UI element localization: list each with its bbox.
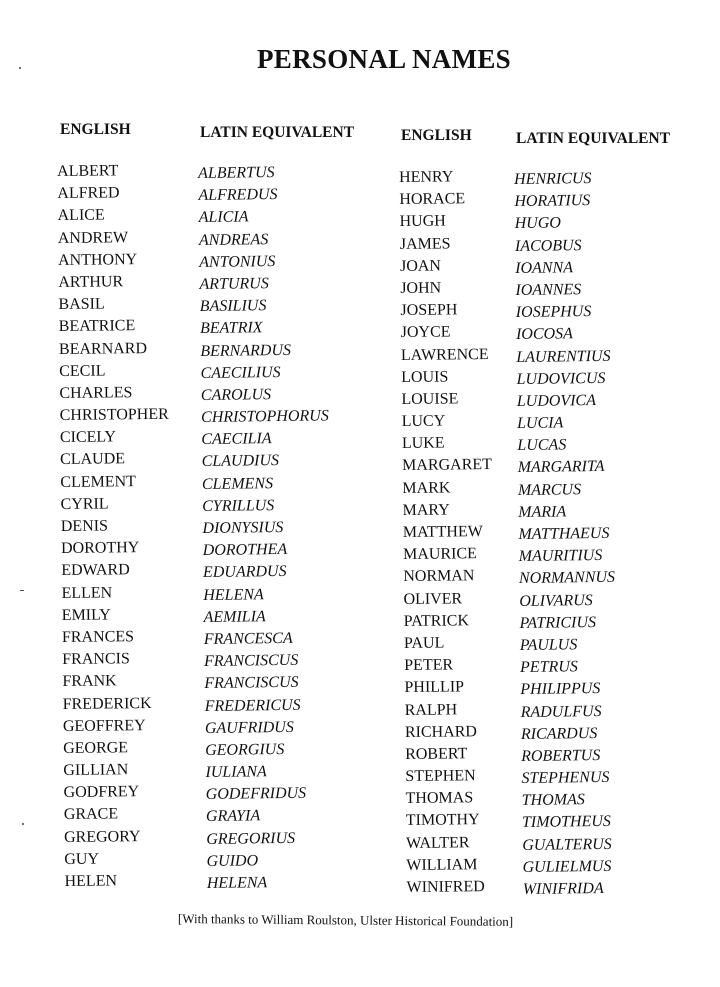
- latin-name: MARGARITA: [517, 458, 605, 477]
- scan-speck: [19, 67, 21, 69]
- english-name: CLEMENT: [60, 472, 136, 491]
- english-name: ANDREW: [57, 228, 129, 247]
- footer-credit: [With thanks to William Roulston, Ulster Historical Foundation]: [177, 911, 514, 929]
- latin-name: OLIVARUS: [519, 591, 593, 610]
- right-latin-list: [514, 168, 619, 901]
- english-name: WILLIAM: [406, 856, 478, 874]
- english-name: ROBERT: [405, 745, 468, 763]
- english-name: JOAN: [399, 257, 442, 275]
- latin-name: LUDOVICA: [516, 391, 597, 410]
- latin-name: LUCAS: [517, 436, 567, 455]
- english-name: ELLEN: [61, 584, 113, 602]
- latin-name: CLAUDIUS: [201, 452, 280, 471]
- latin-name: MARIA: [518, 503, 567, 521]
- english-name: FREDERICK: [62, 694, 152, 713]
- latin-name: ALICIA: [198, 208, 249, 227]
- english-name: BEATRICE: [58, 317, 136, 336]
- latin-name: HELENA: [203, 585, 264, 604]
- english-name: GRACE: [63, 805, 119, 824]
- english-name: GODFREY: [63, 783, 140, 802]
- latin-name: BERNARDUS: [200, 341, 292, 360]
- english-name: EDWARD: [61, 561, 130, 580]
- english-name: ALICE: [57, 206, 105, 225]
- right-latin-header: LATIN EQUIVALENT: [516, 130, 671, 147]
- latin-name: GRAYIA: [205, 807, 261, 826]
- english-name: MATTHEW: [402, 523, 483, 541]
- latin-name: IULIANA: [205, 763, 267, 782]
- english-name: HELEN: [64, 872, 118, 890]
- english-name: GILLIAN: [63, 761, 129, 780]
- english-name: DOROTHY: [60, 539, 140, 558]
- english-name: FRANCES: [61, 628, 135, 646]
- left-latin-header: LATIN EQUIVALENT: [200, 124, 355, 141]
- english-name: THOMAS: [405, 789, 474, 808]
- scan-speck: [20, 590, 24, 591]
- latin-name: IOANNES: [515, 281, 582, 299]
- english-name: GEORGE: [63, 739, 129, 757]
- english-name: NORMAN: [403, 567, 475, 586]
- english-name: DENIS: [60, 517, 109, 535]
- latin-name: CAROLUS: [200, 386, 272, 404]
- english-name: BASIL: [58, 295, 105, 314]
- latin-name: CLEMENS: [201, 474, 274, 493]
- right-english-list: [399, 166, 496, 899]
- latin-name: HELENA: [206, 874, 268, 892]
- english-name: LOUISE: [401, 390, 459, 408]
- english-name: GREGORY: [63, 827, 141, 846]
- latin-name: NORMANNUS: [518, 569, 616, 588]
- latin-name: GUIDO: [206, 852, 259, 870]
- latin-name: IACOBUS: [514, 236, 582, 255]
- english-name: MARK: [402, 479, 451, 497]
- latin-name: IOCOSA: [515, 325, 574, 344]
- english-name: BEARNARD: [58, 339, 148, 358]
- latin-name: FREDERICUS: [204, 696, 301, 715]
- left-latin-list: [198, 161, 335, 895]
- english-name: CHRISTOPHER: [59, 405, 169, 425]
- scan-speck: [22, 823, 24, 825]
- right-english-header: ENGLISH: [401, 127, 472, 144]
- latin-name: CHRISTOPHORUS: [201, 407, 329, 427]
- english-name: WALTER: [405, 833, 470, 852]
- latin-name: LAURENTIUS: [516, 347, 611, 366]
- english-name: OLIVER: [403, 589, 463, 608]
- latin-name: MARCUS: [517, 480, 582, 499]
- latin-name: ROBERTUS: [521, 746, 601, 765]
- latin-name: HUGO: [514, 214, 561, 233]
- english-name: FRANCIS: [62, 650, 130, 669]
- english-name: LUKE: [401, 434, 445, 453]
- english-name: HORACE: [399, 190, 466, 209]
- latin-name: PHILIPPUS: [520, 680, 601, 699]
- english-name: MARY: [402, 501, 450, 519]
- latin-name: FRANCESCA: [203, 629, 293, 648]
- english-name: TIMOTHY: [405, 811, 480, 830]
- latin-name: HENRICUS: [514, 170, 592, 188]
- english-name: JAMES: [399, 235, 451, 253]
- latin-name: EDUARDUS: [202, 563, 287, 582]
- english-name: HENRY: [399, 168, 454, 186]
- latin-name: CAECILIUS: [200, 363, 281, 382]
- latin-name: IOANNA: [515, 259, 574, 277]
- latin-name: AEMILIA: [203, 607, 266, 626]
- latin-name: GUALTERUS: [522, 835, 612, 854]
- latin-name: LUCIA: [517, 414, 564, 433]
- latin-name: GEORGIUS: [205, 740, 285, 759]
- english-name: CLAUDE: [60, 450, 126, 469]
- english-name: WINIFRED: [406, 878, 485, 896]
- latin-name: PAULUS: [519, 636, 578, 654]
- latin-name: GULIELMUS: [522, 857, 612, 876]
- english-name: CECIL: [59, 362, 106, 380]
- latin-name: GREGORIUS: [206, 829, 296, 848]
- latin-name: TIMOTHEUS: [521, 813, 611, 832]
- latin-name: CYRILLUS: [202, 496, 275, 515]
- left-english-header: ENGLISH: [60, 121, 131, 138]
- latin-name: ARTURUS: [199, 275, 269, 293]
- english-name: JOYCE: [400, 323, 451, 342]
- latin-name: MATTHAEUS: [518, 524, 610, 543]
- latin-name: ALFREDUS: [198, 186, 278, 205]
- english-name: CYRIL: [60, 495, 109, 513]
- english-name: HUGH: [399, 212, 446, 231]
- english-name: LAWRENCE: [400, 345, 489, 364]
- english-name: ALBERT: [57, 162, 119, 180]
- latin-name: FRANCISCUS: [204, 674, 299, 693]
- latin-name: RICARDUS: [520, 724, 598, 743]
- english-name: ANTHONY: [57, 250, 138, 269]
- page-title: PERSONAL NAMES: [257, 44, 511, 74]
- english-name: CICELY: [59, 428, 117, 447]
- latin-name: LUDOVICUS: [516, 369, 606, 388]
- english-name: CHARLES: [59, 384, 133, 402]
- english-name: FRANK: [62, 672, 117, 691]
- english-name: MAURICE: [402, 545, 477, 564]
- latin-name: HORATIUS: [514, 192, 591, 211]
- latin-name: ANDREAS: [198, 230, 269, 249]
- english-name: MARGARET: [402, 456, 492, 475]
- english-name: GUY: [64, 850, 100, 868]
- latin-name: WINIFRIDA: [522, 879, 604, 898]
- english-name: PAUL: [403, 634, 445, 652]
- english-name: GEOFFREY: [62, 716, 146, 735]
- latin-name: DOROTHEA: [202, 541, 288, 560]
- left-english-list: [57, 160, 174, 893]
- latin-name: ANTONIUS: [199, 252, 276, 271]
- english-name: RICHARD: [404, 722, 478, 741]
- latin-name: FRANCISCUS: [203, 651, 299, 671]
- latin-name: BEATRIX: [199, 319, 263, 338]
- english-name: RALPH: [404, 700, 458, 719]
- english-name: JOHN: [400, 279, 442, 297]
- latin-name: PATRICIUS: [519, 613, 597, 632]
- english-name: LOUIS: [401, 368, 449, 386]
- latin-name: PETRUS: [519, 658, 578, 677]
- latin-name: CAECILIA: [201, 430, 272, 449]
- latin-name: ALBERTUS: [198, 164, 275, 182]
- latin-name: RADULFUS: [520, 702, 602, 721]
- english-name: ALFRED: [57, 184, 120, 203]
- latin-name: GODEFRIDUS: [205, 784, 307, 804]
- english-name: EMILY: [61, 606, 111, 624]
- latin-name: DIONYSIUS: [202, 518, 284, 537]
- latin-name: MAURITIUS: [518, 547, 603, 566]
- latin-name: THOMAS: [521, 791, 585, 810]
- english-name: LUCY: [401, 412, 446, 431]
- latin-name: STEPHENUS: [521, 768, 610, 788]
- english-name: PETER: [404, 656, 454, 675]
- english-name: PATRICK: [403, 612, 470, 630]
- english-name: STEPHEN: [405, 767, 476, 786]
- english-name: PHILLIP: [404, 678, 465, 697]
- latin-name: BASILIUS: [199, 297, 267, 316]
- latin-name: IOSEPHUS: [515, 303, 592, 322]
- english-name: ARTHUR: [58, 273, 124, 291]
- latin-name: GAUFRIDUS: [204, 718, 294, 737]
- english-name: JOSEPH: [400, 301, 458, 320]
